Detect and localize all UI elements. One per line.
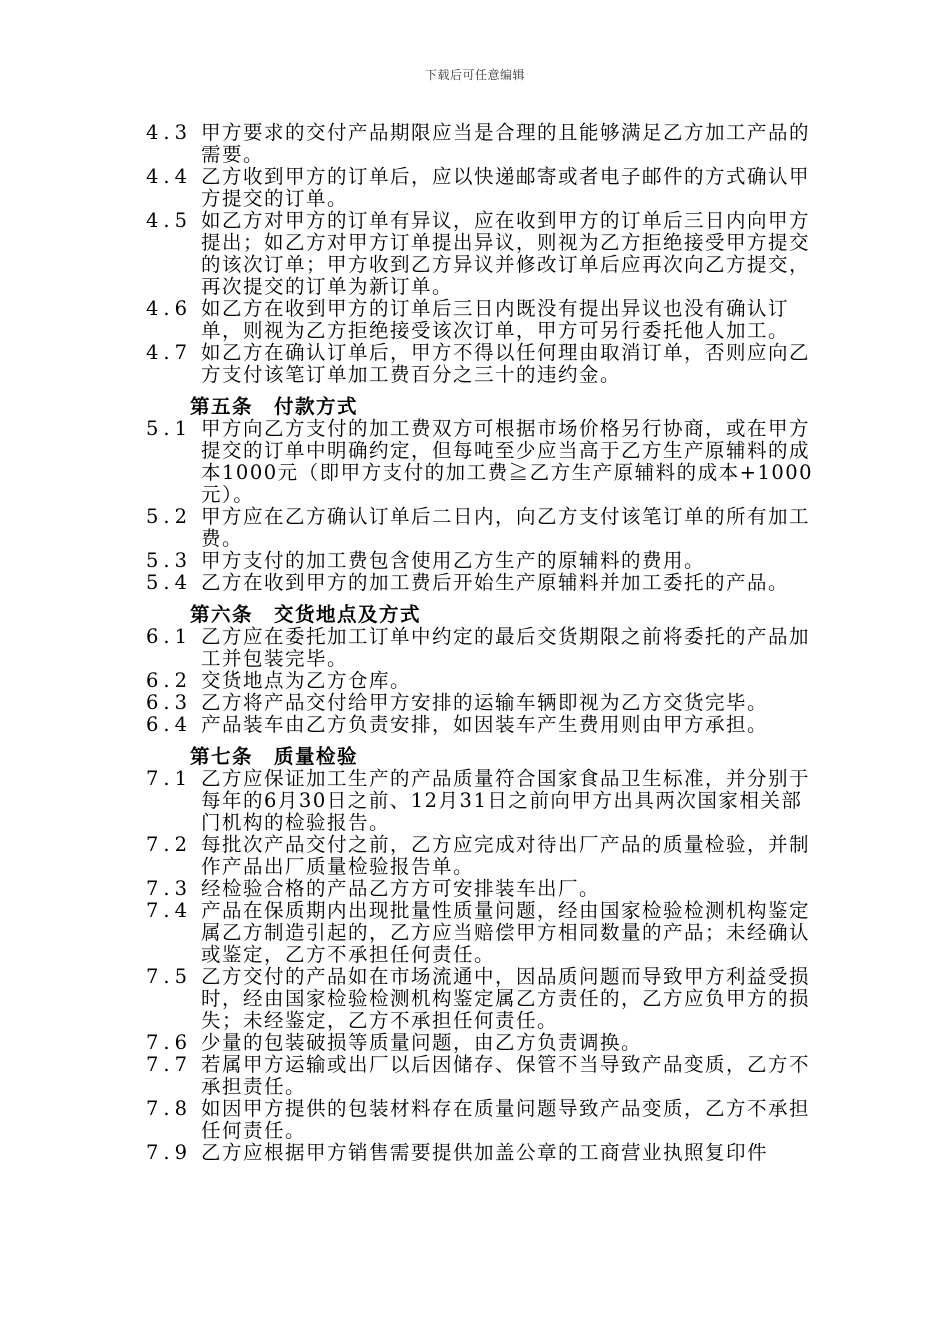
clause-number: 6.2 [146,669,193,692]
clause-7-4 [146,900,816,966]
clause-6-3 [146,692,816,714]
clause-4-6 [146,298,816,342]
document-body [146,122,816,1164]
clause-text: 甲方支付的加工费包含使用乙方生产的原辅料的费用。 [201,549,706,572]
section-heading: 第七条 质量检验 [190,745,359,768]
clause-7-3 [146,878,816,900]
clause-text: 少量的包装破损等质量问题，由乙方负责调换。 [201,1031,643,1054]
clause-text: 甲方要求的交付产品期限应当是合理的且能够满足乙方加工产品的需要。 [201,121,811,166]
clause-number: 4.5 [146,209,193,232]
clause-text: 乙方应根据甲方销售需要提供加盖公章的工商营业执照复印件 [201,1141,769,1164]
clause-number: 7.6 [146,1031,193,1054]
clause-number: 6.4 [146,713,193,736]
section-heading: 第六条 交货地点及方式 [190,603,422,626]
section-delivery [146,604,816,736]
clause-7-5 [146,966,816,1032]
clause-text: 乙方将产品交付给甲方安排的运输车辆即视为乙方交货完毕。 [201,691,769,714]
clause-number: 7.9 [146,1141,193,1164]
clause-text: 乙方收到甲方的订单后，应以快递邮寄或者电子邮件的方式确认甲方提交的订单。 [201,165,811,210]
clause-number: 7.1 [146,767,193,790]
clause-number: 7.7 [146,1053,193,1076]
clause-text: 乙方应在委托加工订单中约定的最后交货期限之前将委托的产品加工并包装完毕。 [201,625,811,670]
clause-5-3 [146,550,816,572]
clause-text: 甲方应在乙方确认订单后二日内，向乙方支付该笔订单的所有加工费。 [201,505,811,550]
clause-4-3 [146,122,816,166]
clause-text: 如乙方在收到甲方的订单后三日内既没有提出异议也没有确认订单，则视为乙方拒绝接受该次订单，甲方可另行委托他人加工。 [201,297,790,342]
clause-number: 5.4 [146,571,193,594]
clause-number: 6.3 [146,691,193,714]
clause-text: 乙方在收到甲方的加工费后开始生产原辅料并加工委托的产品。 [201,571,790,594]
clause-number: 7.8 [146,1097,193,1120]
clause-text: 甲方向乙方支付的加工费双方可根据市场价格另行协商，或在甲方提交的订单中明确约定，但每吨至少应当高于乙方生产原辅料的成本1000元（即甲方支付的加工费≧乙方生产原辅料的成本+1000元）。 [201,417,814,506]
clause-number: 4.6 [146,297,193,320]
clause-text: 如乙方对甲方的订单有异议，应在收到甲方的订单后三日内向甲方提出；如乙方对甲方订单提出异议，则视为乙方拒绝接受甲方提交的该次订单；甲方收到乙方异议并修改订单后应再次向乙方提交，再次提交的订单为新订单。 [201,209,811,298]
clause-7-1 [146,768,816,834]
clause-7-2 [146,834,816,878]
clause-text: 如因甲方提供的包装材料存在质量问题导致产品变质，乙方不承担任何责任。 [201,1097,811,1142]
clause-number: 7.4 [146,899,193,922]
clause-5-1 [146,418,816,506]
clause-number: 4.7 [146,341,193,364]
section-order-terms [146,122,816,386]
clause-4-7 [146,342,816,386]
clause-7-8 [146,1098,816,1142]
clause-text: 若属甲方运输或出厂以后因储存、保管不当导致产品变质，乙方不承担责任。 [201,1053,811,1098]
clause-text: 每批次产品交付之前，乙方应完成对待出厂产品的质量检验，并制作产品出厂质量检验报告单。 [201,833,811,878]
clause-text: 产品在保质期内出现批量性质量问题，经由国家检验检测机构鉴定属乙方制造引起的，乙方应当赔偿甲方相同数量的产品；未经确认或鉴定，乙方不承担任何责任。 [201,899,811,966]
clause-text: 产品装车由乙方负责安排，如因装车产生费用则由甲方承担。 [201,713,769,736]
section-payment [146,396,816,594]
clause-text: 如乙方在确认订单后，甲方不得以任何理由取消订单，否则应向乙方支付该笔订单加工费百分之三十的违约金。 [201,341,811,386]
clause-number: 4.3 [146,121,193,144]
clause-number: 7.2 [146,833,193,856]
clause-number: 5.3 [146,549,193,572]
clause-number: 4.4 [146,165,193,188]
page-header: 下载后可任意编辑 [424,68,525,82]
clause-6-2 [146,670,816,692]
clause-7-7 [146,1054,816,1098]
clause-7-6 [146,1032,816,1054]
clause-number: 5.1 [146,417,193,440]
clause-7-9 [146,1142,816,1164]
clause-number: 7.3 [146,877,193,900]
clause-4-5 [146,210,816,298]
clause-number: 7.5 [146,965,193,988]
clause-5-4 [146,572,816,594]
clause-5-2 [146,506,816,550]
clause-text: 经检验合格的产品乙方方可安排装车出厂。 [201,877,601,900]
section-quality [146,746,816,1164]
clause-6-4 [146,714,816,736]
clause-4-4 [146,166,816,210]
section-heading: 第五条 付款方式 [190,395,359,418]
clause-6-1 [146,626,816,670]
clause-text: 乙方交付的产品如在市场流通中，因品质问题而导致甲方利益受损时，经由国家检验检测机构鉴定属乙方责任的，乙方应负甲方的损失；未经鉴定，乙方不承担任何责任。 [201,965,811,1032]
clause-number: 6.1 [146,625,193,648]
clause-text: 交货地点为乙方仓库。 [201,669,412,692]
clause-number: 5.2 [146,505,193,528]
clause-text: 乙方应保证加工生产的产品质量符合国家食品卫生标准，并分别于每年的6月30日之前、12月31日之前向甲方出具两次国家相关部门机构的检验报告。 [201,767,811,834]
